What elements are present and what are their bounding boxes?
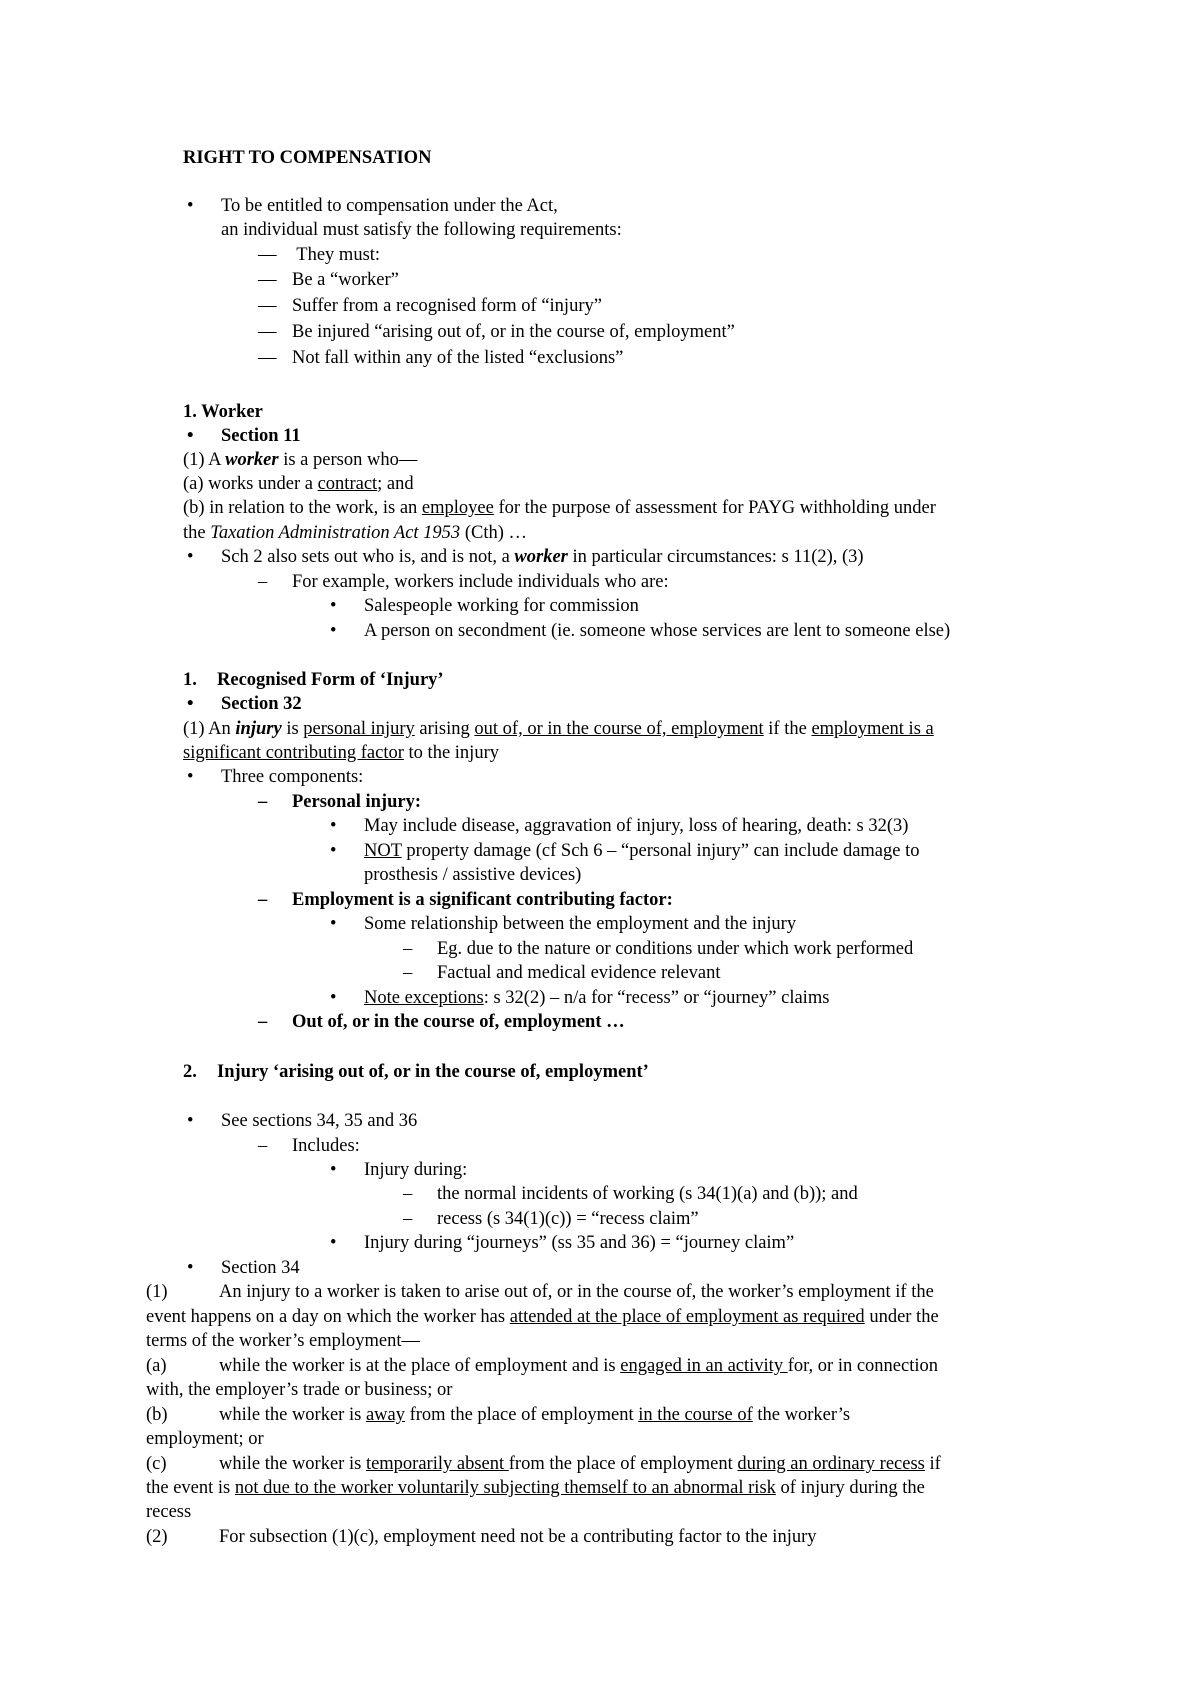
list-item: – Employment is a significant contributing factor: bbox=[258, 888, 673, 913]
list-item: • Salespeople working for commission bbox=[330, 594, 639, 619]
list-item: – Eg. due to the nature or conditions under which work performed bbox=[403, 937, 913, 962]
list-item: — Suffer from a recognised form of “injury” bbox=[258, 294, 602, 319]
dash-icon: – bbox=[258, 1136, 268, 1156]
list-item: – For example, workers include individuals who are: bbox=[258, 570, 669, 595]
statute-line: For subsection (1)(c), employment need not be a contributing factor to the injury bbox=[219, 1527, 817, 1547]
list-item: • NOT property damage (cf Sch 6 – “personal injury” can include damage to bbox=[330, 839, 920, 864]
statute-num: (a) bbox=[146, 1356, 167, 1376]
bullet-icon: • bbox=[330, 914, 337, 934]
dash-icon: — bbox=[258, 245, 277, 265]
dash-icon: — bbox=[258, 322, 277, 342]
bullet-icon: • bbox=[330, 1160, 337, 1180]
dash-icon: – bbox=[258, 890, 268, 910]
dash-icon: – bbox=[258, 572, 268, 592]
statute-num: (c) bbox=[146, 1454, 167, 1474]
list-item: • Injury during “journeys” (ss 35 and 36) = “journey claim” bbox=[330, 1231, 794, 1256]
list-item: • Injury during: bbox=[330, 1158, 467, 1183]
bullet-icon: • bbox=[330, 1233, 337, 1253]
list-item: – recess (s 34(1)(c)) = “recess claim” bbox=[403, 1207, 699, 1232]
statute-line: the event is not due to the worker voluntarily subjecting themself to an abnormal risk of injury during the bbox=[146, 1478, 925, 1498]
statute-num: (2) bbox=[146, 1527, 168, 1547]
bullet-icon: • bbox=[187, 426, 194, 446]
bullet-icon: • bbox=[330, 841, 337, 861]
statute-line: event happens on a day on which the worker has attended at the place of employment as required under the bbox=[146, 1307, 939, 1327]
section-heading: 1. Worker bbox=[183, 402, 263, 422]
list-item: – the normal incidents of working (s 34(1)(a) and (b)); and bbox=[403, 1182, 858, 1207]
list-item: — Be a “worker” bbox=[258, 268, 399, 293]
definition: significant contributing factor to the injury bbox=[183, 743, 499, 763]
definition: (1) A worker is a person who— bbox=[183, 450, 418, 470]
list-item: • Some relationship between the employment and the injury bbox=[330, 912, 796, 937]
list-item: • Three components: bbox=[187, 765, 363, 790]
dash-icon: — bbox=[258, 348, 277, 368]
statute-num: (1) bbox=[146, 1282, 168, 1302]
section-heading: 1. Recognised Form of ‘Injury’ bbox=[183, 670, 444, 690]
statute-line: terms of the worker’s employment— bbox=[146, 1331, 421, 1351]
list-item: • To be entitled to compensation under the Act, bbox=[187, 194, 558, 219]
list-item: – Factual and medical evidence relevant bbox=[403, 961, 721, 986]
statute-line: while the worker is away from the place of employment in the course of the worker’s bbox=[219, 1405, 851, 1425]
bullet-icon: • bbox=[187, 1258, 194, 1278]
list-item: – Personal injury: bbox=[258, 790, 421, 815]
section-heading: 2. Injury ‘arising out of, or in the course of, employment’ bbox=[183, 1062, 649, 1082]
bullet-icon: • bbox=[187, 196, 194, 216]
bullet-icon: • bbox=[187, 547, 194, 567]
intro-line: an individual must satisfy the following requirements: bbox=[221, 220, 622, 240]
list-item: • See sections 34, 35 and 36 bbox=[187, 1109, 417, 1134]
list-item: • Sch 2 also sets out who is, and is not, a worker in particular circumstances: s 11(2), (3) bbox=[187, 545, 864, 570]
list-item: – Out of, or in the course of, employment … bbox=[258, 1010, 625, 1035]
list-item: • Note exceptions: s 32(2) – n/a for “recess” or “journey” claims bbox=[330, 986, 829, 1011]
list-item: — They must: bbox=[258, 243, 380, 268]
list-item: — Be injured “arising out of, or in the course of, employment” bbox=[258, 320, 735, 345]
paragraph: the Taxation Administration Act 1953 (Cth) … bbox=[183, 523, 527, 543]
list-item: – Includes: bbox=[258, 1134, 360, 1159]
dash-icon: — bbox=[258, 270, 277, 290]
bullet-icon: • bbox=[187, 1111, 194, 1131]
bullet-icon: • bbox=[187, 767, 194, 787]
statute-line: employment; or bbox=[146, 1429, 264, 1449]
dash-icon: – bbox=[258, 792, 268, 812]
statute-line: while the worker is temporarily absent from the place of employment during an ordinary recess if bbox=[219, 1454, 941, 1474]
statute-line: while the worker is at the place of employment and is engaged in an activity for, or in connection bbox=[219, 1356, 938, 1376]
paragraph: (a) works under a contract; and bbox=[183, 474, 414, 494]
dash-icon: – bbox=[258, 1012, 268, 1032]
list-item: • Section 34 bbox=[187, 1256, 300, 1281]
list-item-continuation: prosthesis / assistive devices) bbox=[364, 865, 582, 885]
statute-line: An injury to a worker is taken to arise out of, or in the course of, the worker’s employment if the bbox=[219, 1282, 934, 1302]
definition: (1) An injury is personal injury arising out of, or in the course of, employment if the employment is a bbox=[183, 719, 934, 739]
dash-icon: – bbox=[403, 939, 413, 959]
list-item: • A person on secondment (ie. someone whose services are lent to someone else) bbox=[330, 619, 950, 644]
statute-line: with, the employer’s trade or business; or bbox=[146, 1380, 453, 1400]
statute-num: (b) bbox=[146, 1405, 168, 1425]
dash-icon: — bbox=[258, 296, 277, 316]
bullet-icon: • bbox=[187, 694, 194, 714]
bullet-icon: • bbox=[330, 816, 337, 836]
dash-icon: – bbox=[403, 1184, 413, 1204]
bullet-icon: • bbox=[330, 596, 337, 616]
list-item: — Not fall within any of the listed “exclusions” bbox=[258, 346, 623, 371]
statute-line: recess bbox=[146, 1502, 192, 1522]
dash-icon: – bbox=[403, 963, 413, 983]
bullet-icon: • bbox=[330, 988, 337, 1008]
bullet-icon: • bbox=[330, 621, 337, 641]
list-item: • May include disease, aggravation of injury, loss of hearing, death: s 32(3) bbox=[330, 814, 908, 839]
page-title: RIGHT TO COMPENSATION bbox=[183, 148, 432, 168]
list-item: • Section 32 bbox=[187, 692, 302, 717]
paragraph: (b) in relation to the work, is an employee for the purpose of assessment for PAYG withholding under bbox=[183, 498, 936, 518]
list-item: • Section 11 bbox=[187, 424, 301, 449]
dash-icon: – bbox=[403, 1209, 413, 1229]
